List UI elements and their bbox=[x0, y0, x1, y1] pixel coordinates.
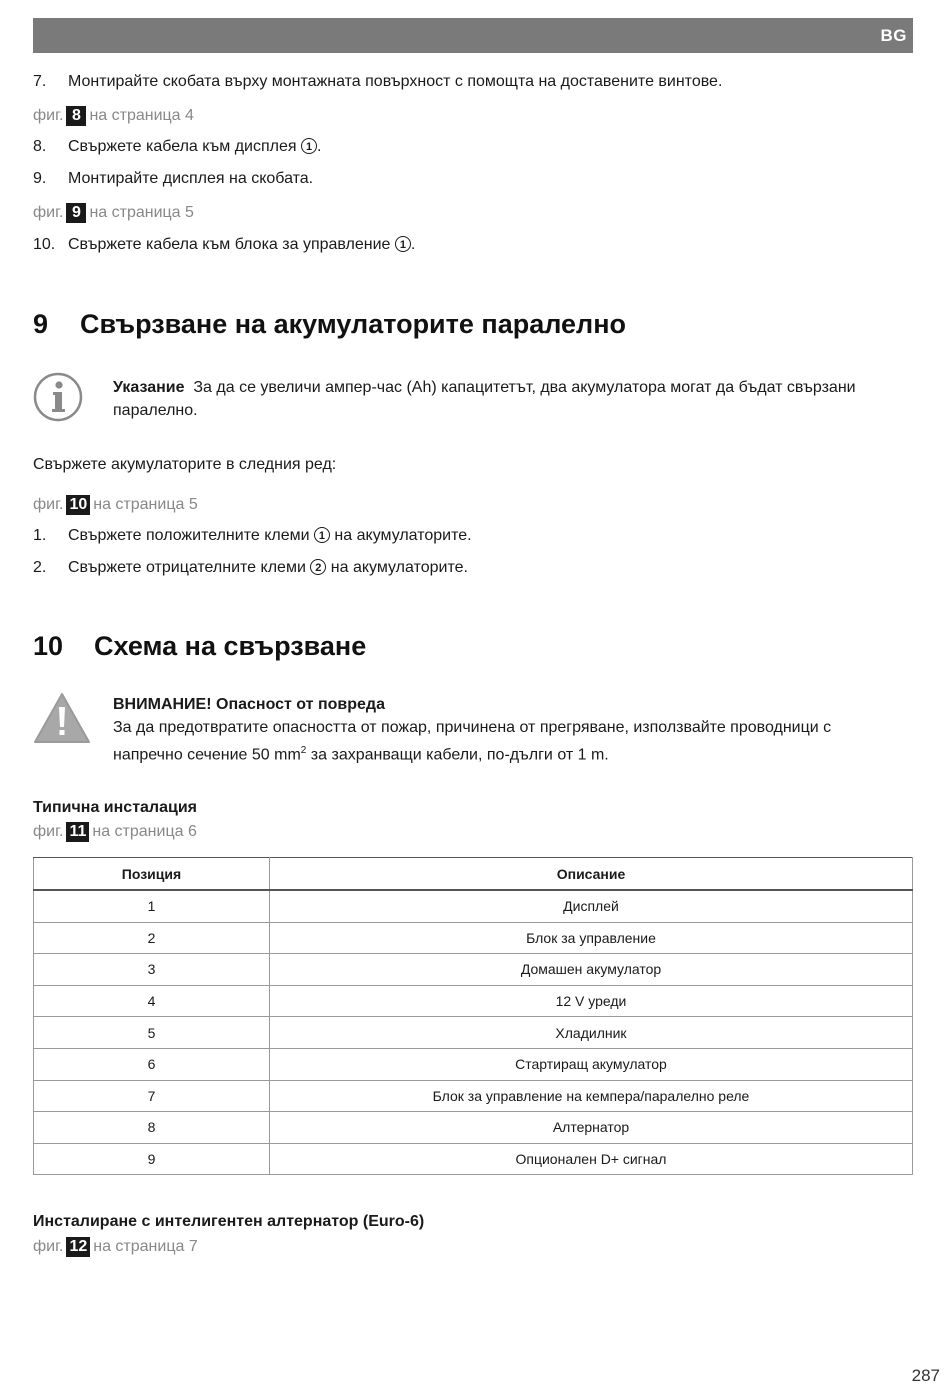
figure-reference-10[interactable]: фиг. 10 на страница 5 bbox=[33, 496, 198, 513]
table-header-row bbox=[34, 858, 913, 891]
language-code: BG bbox=[880, 26, 907, 45]
table-row: 7 Блок за управление на кемпера/паралелно реле bbox=[34, 1080, 913, 1112]
circled-number-marker: 1 bbox=[301, 138, 317, 154]
section-9-intro: Свържете акумулаторите в следния ред: bbox=[33, 456, 337, 473]
step-9: 9. Монтирайте дисплея на скобата. bbox=[33, 170, 314, 187]
figure-reference-12[interactable]: фиг. 12 на страница 7 bbox=[33, 1238, 198, 1255]
section-9-heading: 9 Свързване на акумулаторите паралелно bbox=[33, 309, 626, 339]
circled-number-marker: 1 bbox=[314, 527, 330, 543]
figure-number-badge: 11 bbox=[66, 822, 89, 842]
components-table bbox=[33, 857, 913, 1175]
section-9-step-1: 1. Свържете положителните клеми 1 на акумулаторите. bbox=[33, 527, 472, 544]
step-8: 8. Свържете кабела към дисплея 1 . bbox=[33, 138, 322, 155]
table-row: 2 Блок за управление bbox=[34, 922, 913, 954]
figure-reference-11[interactable]: фиг. 11 на страница 6 bbox=[33, 823, 197, 840]
figure-reference-8[interactable]: фиг. 8 на страница 4 bbox=[33, 107, 194, 124]
table-row: 5 Хладилник bbox=[34, 1017, 913, 1049]
figure-number-badge: 8 bbox=[66, 106, 86, 126]
table-row: 9 Опционален D+ сигнал bbox=[34, 1143, 913, 1175]
warning-title: ВНИМАНИЕ! Опасност от повреда bbox=[113, 696, 385, 713]
table-row: 1 Дисплей bbox=[34, 890, 913, 922]
typical-installation-heading: Типична инсталация bbox=[33, 799, 197, 816]
column-header-description: Описание bbox=[270, 858, 913, 891]
figure-number-badge: 12 bbox=[66, 1237, 90, 1257]
warning-icon bbox=[33, 692, 91, 744]
table-row: 4 12 V уреди bbox=[34, 985, 913, 1017]
figure-reference-9[interactable]: фиг. 9 на страница 5 bbox=[33, 204, 194, 221]
step-10: 10. Свържете кабела към блока за управление 1 . bbox=[33, 236, 416, 253]
table-row: 8 Алтернатор bbox=[34, 1112, 913, 1144]
section-10-heading: 10 Схема на свързване bbox=[33, 631, 367, 661]
note-text: Указание За да се увеличи ампер-час (Ah) капацитетът, два акумулатора могат да бъдат свързани паралелно. bbox=[113, 379, 856, 419]
note-label: Указание bbox=[113, 379, 185, 396]
info-icon bbox=[33, 372, 83, 422]
section-9-step-2: 2. Свържете отрицателните клеми 2 на акумулаторите. bbox=[33, 559, 468, 576]
table-row: 6 Стартиращ акумулатор bbox=[34, 1048, 913, 1080]
circled-number-marker: 1 bbox=[395, 236, 411, 252]
page-number: 287 bbox=[911, 1366, 940, 1385]
table-row: 3 Домашен акумулатор bbox=[34, 954, 913, 986]
column-header-position: Позиция bbox=[34, 858, 270, 891]
warning-text bbox=[113, 693, 903, 766]
circled-number-marker: 2 bbox=[310, 559, 326, 575]
smart-alternator-heading: Инсталиране с интелигентен алтернатор (Euro-6) bbox=[33, 1213, 425, 1230]
figure-number-badge: 9 bbox=[66, 203, 86, 223]
figure-number-badge: 10 bbox=[66, 495, 90, 515]
warning-body: За да предотвратите опасността от пожар, причинена от прегряване, използвайте проводници с напречно сечение 50 $mm^2$ за захранващи кабели, по-дълги от 1 m. bbox=[113, 719, 832, 764]
step-7: 7. Монтирайте скобата върху монтажната повърхност с помощта на доставените винтове. bbox=[33, 73, 723, 90]
header-bar bbox=[33, 18, 913, 53]
